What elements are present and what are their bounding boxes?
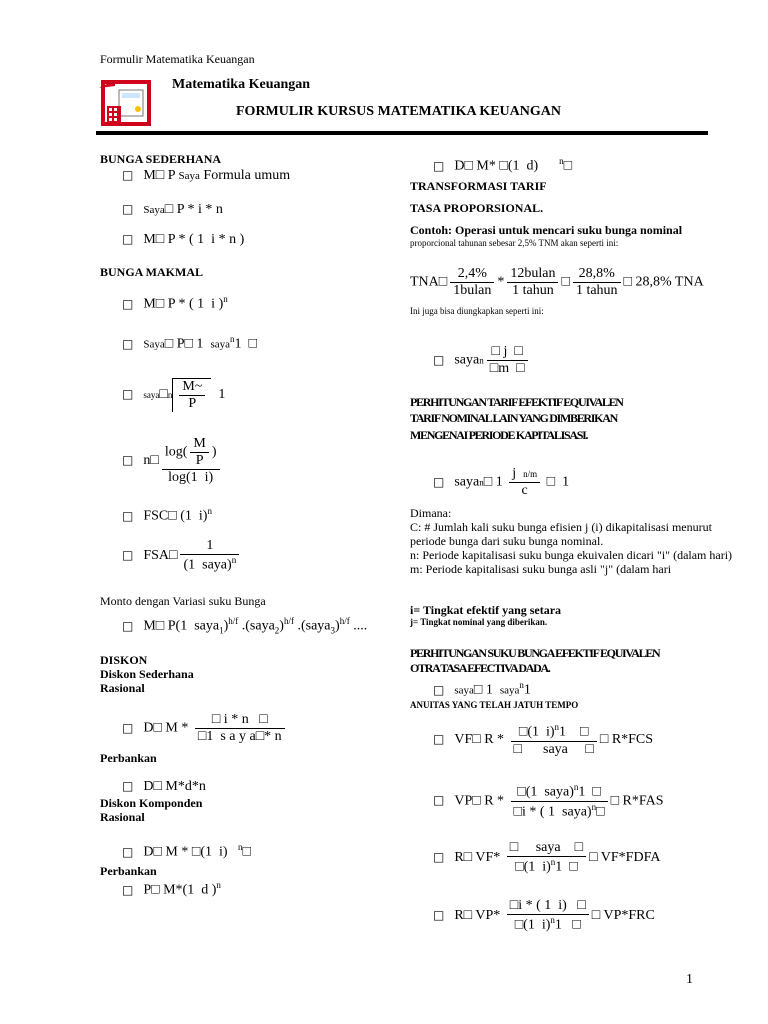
formula-diskon-komponden-right: □ D□ M* □(1 d) $^n$□ [433,156,573,174]
formula-umum-label: Formula umum [203,168,291,183]
page-number: 1 [686,972,693,987]
tna-f2-den: 1 tahun [512,283,554,298]
formula-saya-ekuivalen: □ sayan□ 1 $\frac{\text{j n/m}}{c}$ □ 1 [433,466,570,498]
condensed-heading-2: TARIF NOMINAL LAIN YANG DIMBERIKAN [410,411,617,425]
perbankan-label-1: Perbankan [100,751,157,765]
formula-bs-3: □ M□ P * ( 1 i * n ) [122,232,245,247]
formula-saya-proporsional: □ sayan $\frac{□ j □}{□m □}$ [433,344,531,377]
formula-bm-2: □ Saya□ P□ 1 saya$^n$1 □ [122,334,257,352]
dimana-m: m: Periode kapitalisasi suku bunga asli "j" (dalam hari [410,562,672,576]
section-bunga-makmal: BUNGA MAKMAL [100,265,203,279]
header-rule [96,131,708,135]
formula-diskon-komponden-rasional: □ D□ M * □(1 i) $^n$□ [122,842,251,860]
tna-f1-num: 2,4% [450,266,494,283]
condensed-heading-5: OTRA TASA EFECTIVA DADA. [410,661,550,675]
formula-vp: □ VP□ R * $\frac{□(1 saya)^n1 □}{□i * ( 1 saya)^n□}$ □ R*FAS [433,782,664,820]
also-expressed-text: Ini juga bisa diungkapkan seperti ini: [410,306,544,316]
transformasi-heading-1: TRANSFORMASI TARIF [410,179,547,193]
dimana-n: n: Periode kapitalisasi suku bunga ekuivalen dicari "i" (dalam hari) [410,548,733,562]
formula-bm-1: □ M□ P * ( 1 i )$^n$ [122,294,228,312]
formula-diskon-perbankan: □ D□ M*d*n [122,779,206,794]
j-definition: j= Tingkat nominal yang diberikan. [410,617,548,627]
formula-fsa: □ FSA□ $\frac{1}{(1 saya)^n}$ [122,538,242,574]
section-bunga-sederhana: BUNGA SEDERHANA [100,152,222,166]
transformasi-heading-2: TASA PROPORSIONAL. [410,201,544,215]
tna-f1-den: 1bulan [453,283,492,298]
formula-diskon-komponden-perbankan: □ P□ M*(1 d )$^n$ [122,880,221,898]
formula-fsc: □ FSC□ (1 i)$^n$ [122,506,212,524]
r-vf-rhs: VF*FDFA [600,850,661,866]
formula-bs-2: □ Saya□ P * i * n [122,202,223,217]
vp-rhs: R*FAS [622,793,664,809]
formula-bs-1: □ M□ P Saya Formula umum [122,168,291,183]
perbankan-label-2: Perbankan [100,864,157,878]
running-header: Formulir Matematika Keuangan [100,52,255,66]
contoh-detail-text: proporcional tahunan sebesar 2,5% TNM akan seperti ini: [410,238,619,248]
condensed-heading-3: MENGENAI PERIODE KAPITALISASI. [410,428,588,442]
dimana-block [410,506,740,576]
formula-monto-variasi: □ M□ P(1 saya$_1$)$^{h/f}$ .(saya$_2$)$^{h/f}$ .(saya$_3$)$^{h/f}$ .... [122,616,368,636]
r-vp-rhs: VP*FRC [603,908,655,924]
tna-f3-num: 28,8% [573,266,621,283]
tna-result: 28,8% TNA [635,274,704,290]
i-definition: i= Tingkat efektif yang setara [410,603,562,617]
formula-r-vf: □ R□ VF* $\frac{\text{□ saya □}}{□(1 i)^n1 □}$ □ VF*FDFA [433,840,661,875]
page-title: Matematika Keuangan [172,77,311,92]
formula-saya-efektif: □ saya□ 1 saya$^n$1 [433,680,531,698]
monto-variasi-text: Monto dengan Variasi suku Bunga [100,594,266,608]
condensed-heading-4: PERHITUNGAN SUKU BUNGA EFEKTIF EQUIVALEN [410,646,660,660]
formula-tna: TNA□ $\frac{2,4\%}{\text{1bulan}}$ * $\frac{\text{12bulan}}{\text{1 tahun}}$ □ $\frac{28,8\%}{\text{1 tahun}}$ □ 28,8% TNA [410,266,704,298]
rasional-label-2: Rasional [100,810,145,824]
calculator-logo-icon [97,78,155,130]
formula-vf: □ VF□ R * $\frac{□(1 i)^n1 □}{\text{□ saya □}}$ □ R*FCS [433,722,654,757]
dimana-label: Dimana: [410,506,452,520]
vf-rhs: R*FCS [611,732,654,748]
condensed-heading-1: PERHITUNGAN TARIF EFEKTIF EQUIVALEN [410,395,623,409]
page-subtitle: FORMULIR KURSUS MATEMATIKA KEUANGAN [236,104,561,119]
tna-f2-num: 12bulan [507,266,558,283]
diskon-sederhana-label: Diskon Sederhana [100,667,194,681]
section-diskon: DISKON [100,653,148,667]
rasional-label-1: Rasional [100,681,145,695]
contoh-text: Contoh: Operasi untuk mencari suku bunga nominal [410,223,683,237]
formula-r-vp: □ R□ VP* $\frac{□i * ( 1 i) □}{□(1 i)^n1 □}$ □ VP*FRC [433,898,655,933]
tna-f3-den: 1 tahun [575,283,618,298]
tna-lhs: TNA [410,274,439,290]
formula-diskon-rasional: □ D□ M * $\frac{□ i * n □}{\text{□1 s a y a□* n}}$ [122,712,288,745]
dimana-c: C: # Jumlah kali suku bunga efisien j (i) dikapitalisasi menurut periode bunga dari suku bunga nominal. [410,520,712,548]
diskon-komponden-label: Diskon Komponden [100,796,203,810]
anuitas-heading: ANUITAS YANG TELAH JATUH TEMPO [410,700,579,710]
formula-bm-3: □ saya□n $\frac{M\sim}{P}$ 1 [122,379,226,411]
formula-bm-4: □ n□ log( $\frac{M}{P}$ ) log(1 i) [122,436,223,486]
